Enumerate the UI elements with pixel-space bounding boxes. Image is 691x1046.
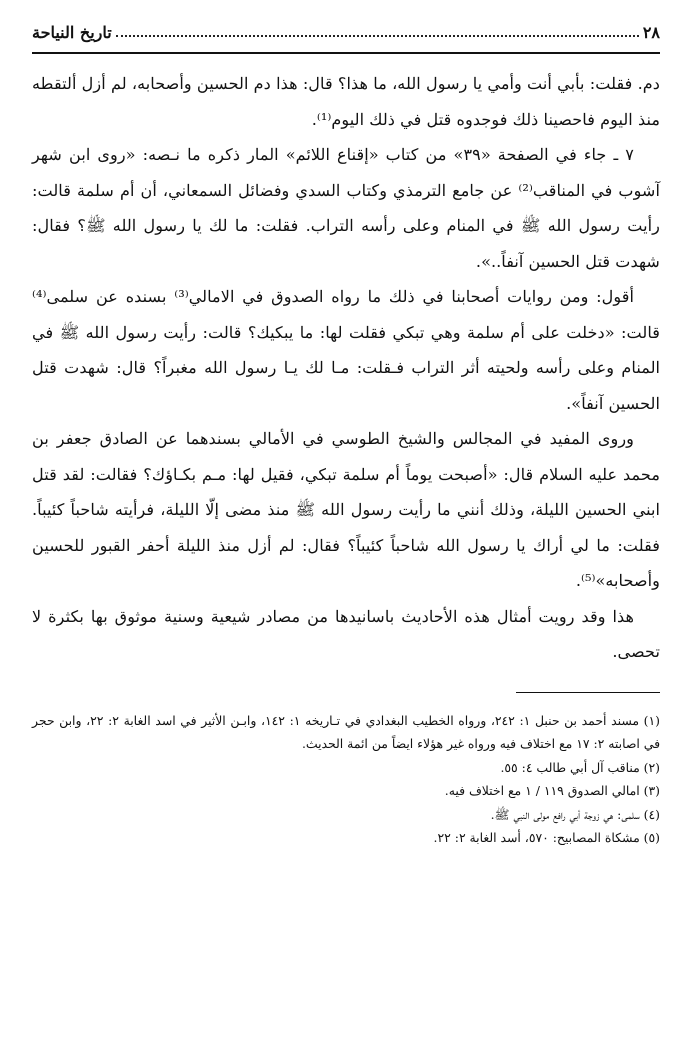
- footnote-separator: [516, 692, 660, 693]
- header-rule: [32, 52, 660, 54]
- footnote: (١) مسند أحمد بن حنبل ١: ٢٤٢، ورواه الخطيب البغدادي في تـاريخه ١: ١٤٢، وابـن الأثير في اسد الغابة ٢: ٢٢، وابن حجر في اصابته ٢: ١٧ مع اختلاف فيه ورواه غير هؤلاء ايضاً من ائمة الحديث.: [32, 712, 661, 752]
- paragraph: دم. فقلت: بأبي أنت وأمي يا رسول الله، ما هذا؟ قال: هذا دم الحسين وأصحابه، لم أزل ألتقطه منذ اليوم فاحصينا ذلك فوجدوه قتل في ذلك اليوم⁽¹⁾.: [32, 74, 660, 129]
- paragraph: هذا وقد رويت أمثال هذه الأحاديث باسانيدها من مصادر شيعية وسنية موثوق بها بكثرة لا تحصى.: [32, 606, 660, 661]
- page-header: [32, 14, 660, 50]
- page-number: ٢٨: [642, 22, 660, 42]
- footnote: (٢) مناقب آل أبي طالب ٤: ٥٥.: [500, 759, 660, 775]
- paragraph: وروى المفيد في المجالس والشيخ الطوسي في الأمالي بسندهما عن الصادق جعفر بن محمد عليه السلام قال: «أصبحت يوماً أم سلمة تبكي، فقيل لها: مـم بكـاؤك؟ فقالت: لقد قتل ابني الحسين الليلة، وذلك أنني ما رأيت رسول الله ﷺ منذ مضى إلّا الليلة، فرأيته شاحباً كئيباً. فقلت: ما لي أراك يا رسول الله شاحباً كئيباً؟ فقال: لم أزل منذ الليلة أحفر القبور للحسين وأصحابه»⁽⁵⁾.: [32, 429, 660, 590]
- main-text: [32, 66, 660, 670]
- book-page: [32, 14, 660, 850]
- paragraph: ٧ ـ جاء في الصفحة «٣٩» من كتاب «إقناع اللائم» المار ذكره ما نـصه: «روى ابن شهر آشوب في المناقب⁽²⁾ عن جامع الترمذي وكتاب السدي وفضائل السمعاني، أن أم سلمة قالت: رأيت رسول الله ﷺ في المنام وعلى رأسه التراب. فقلت: ما لك يا رسول الله ﷺ؟ فقال: شهدت قتل الحسين آنفاً..».: [32, 145, 660, 271]
- footnote: (٤) سلمى: هي زوجة أبي رافع مولى النبي ﷺ.: [490, 806, 660, 822]
- footnote: (٥) مشكاة المصابيح: ٥٧٠، أسد الغابة ٢: ٢٢.: [433, 830, 660, 846]
- footnote: (٣) امالي الصدوق ١١٩ / ١ مع اختلاف فيه.: [444, 783, 660, 799]
- header-leader-dots: [116, 35, 639, 37]
- running-title: تاريخ النياحة: [32, 22, 112, 42]
- paragraph: أقول: ومن روايات أصحابنا في ذلك ما رواه الصدوق في الامالي⁽³⁾ بسنده عن سلمى⁽⁴⁾ قالت: «دخلت على أم سلمة وهي تبكي فقلت لها: ما يبكيك؟ قالت: رأيت رسول الله ﷺ في المنام وعلى رأسه ولحيته أثر التراب فـقلت: مـا لك يـا رسول الله مغبراً؟ قال: شهدت قتل الحسين آنفاً».: [32, 287, 660, 413]
- footnotes: [32, 709, 660, 851]
